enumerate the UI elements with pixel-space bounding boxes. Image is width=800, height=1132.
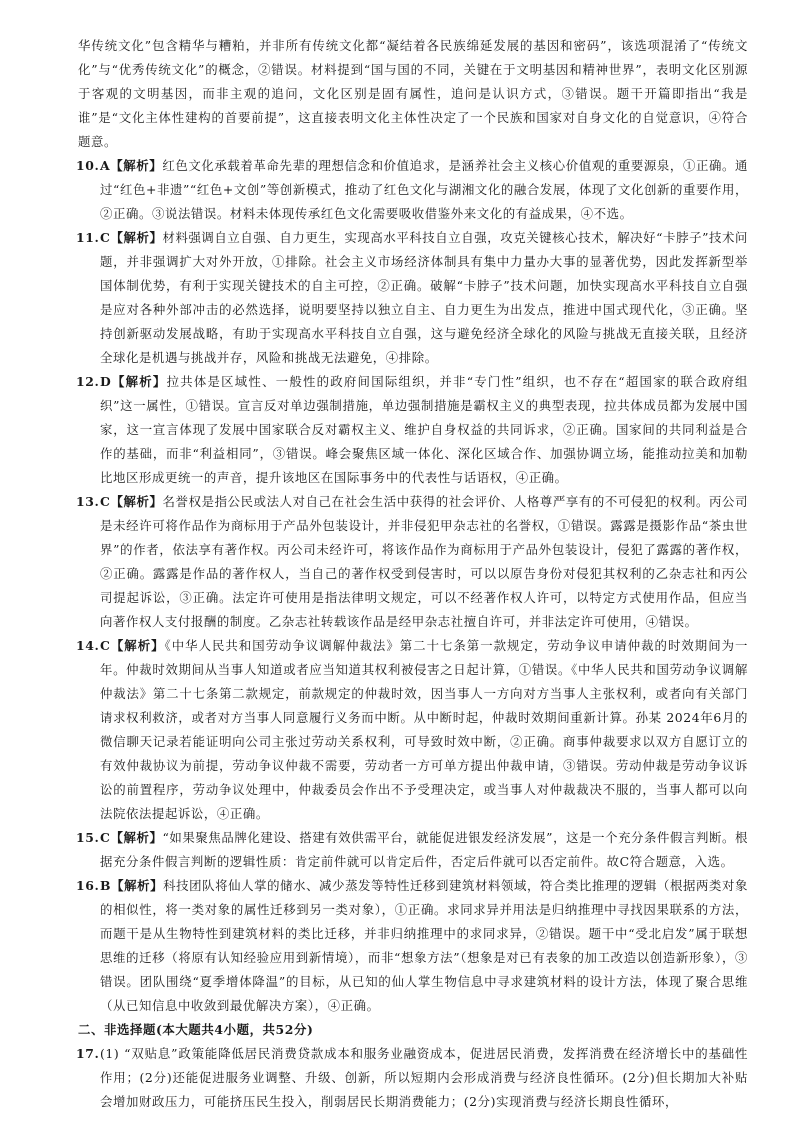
answer-item-10	[78, 154, 748, 226]
explanation-text	[100, 226, 748, 370]
explanation-text	[100, 634, 748, 826]
question-number: 12.	[76, 374, 100, 389]
analysis-body: 材料强调自立自强、自力更生，实现高水平科技自立自强，攻克关键核心技术，解决好“卡脖子”技术问题，并非强调扩大对外开放，①排除。社会主义市场经济体制具有集中力量办大事的显著优势，因此发挥新型举国体制优势，有利于实现关键技术的自主可控，②正确。破解“卡脖子”技术问题，加快实现高水平科技自立自强是应对各种外部冲击的必然选择，说明要坚持以独立自主、自力更生为出发点，推进中国式现代化，③正确。坚持创新驱动发展战略，有助于实现高水平科技自立自强，这与避免经济全球化的风险与挑战无直接关联，且经济全球化是机遇与挑战并存，风险和挑战无法避免，④排除。	[100, 230, 748, 365]
explanation-text	[100, 826, 748, 874]
question-number: 10.	[76, 158, 100, 173]
answer-letter: C	[100, 494, 111, 509]
answer-item-11	[78, 226, 748, 370]
answer-letter: C	[100, 638, 111, 653]
analysis-tag: 【解析】	[111, 878, 164, 893]
explanation-text	[100, 370, 748, 490]
explanation-text	[100, 490, 748, 634]
analysis-tag: 【解析】	[110, 158, 163, 173]
explanation-text	[100, 154, 748, 226]
analysis-body: “如果聚焦品牌化建设、搭建有效供需平台，就能促进银发经济发展”，这是一个充分条件假言判断。根据充分条件假言判断的逻辑性质：肯定前件就可以肯定后件，否定后件就可以否定前件。故C符合题意，入选。	[100, 830, 748, 869]
explanation-text	[100, 874, 748, 1018]
answer-item-16	[78, 874, 748, 1018]
question-number: 13.	[76, 494, 100, 509]
analysis-body: 科技团队将仙人掌的储水、减少蒸发等特性迁移到建筑材料领域，符合类比推理的逻辑（根据两类对象的相似性，将一类对象的属性迁移到另一类对象），①正确。求同求异并用法是归纳推理中寻找因果联系的方法，而题干是从生物特性到建筑材料的类比迁移，并非归纳推理中的求同求异，②错误。题干中“受北启发”属于联想思维的迁移（将原有认知经验应用到新情境），而非“想象方法”（想象是对已有表象的加工改造以创造新形象），③错误。团队围绕“夏季增体降温”的目标，从已知的仙人掌生物信息中寻求建筑材料的设计方法，体现了聚合思维（从已知信息中收敛到最优解决方案），④正确。	[100, 878, 749, 1013]
analysis-tag: 【解析】	[111, 374, 167, 389]
answer-item-14	[78, 634, 748, 826]
analysis-tag: 【解析】	[110, 638, 165, 653]
question-number: 11.	[76, 230, 100, 245]
answer-letter: A	[100, 158, 111, 173]
answer-text: (1) “双贴息”政策能降低居民消费贷款成本和服务业融资成本，促进居民消费，发挥消费在经济增长中的基础性作用；(2分)还能促进服务业调整、升级、创新，所以短期内会形成消费与经济良性循环。(2分)但长期加大补贴会增加财政压力，可能挤压民生投入，削弱居民长期消费能力；(2分)实现消费与经济长期良性循环，	[100, 1046, 748, 1109]
question-number: 16.	[76, 878, 100, 893]
analysis-tag: 【解析】	[110, 830, 163, 845]
analysis-body: 红色文化承载着革命先辈的理想信念和价值追求，是涵养社会主义核心价值观的重要源泉，①正确。通过“红色+非遗”“红色+文创”等创新模式，推动了红色文化与湖湘文化的融合发展，体现了文化创新的重要作用，②正确。③说法错误。材料未体现传承红色文化需要吸收借鉴外来文化的有益成果，④不选。	[100, 158, 748, 221]
analysis-body: 名誉权是指公民或法人对自己在社会生活中获得的社会评价、人格尊严享有的不可侵犯的权利。丙公司是未经许可将作品作为商标用于产品外包装设计，并非侵犯甲杂志社的名誉权，①错误。露露是摄影作品“茶虫世界”的作者，依法享有著作权。丙公司未经许可，将该作品作为商标用于产品外包装设计，侵犯了露露的著作权，②正确。露露是作品的著作权人，当自己的著作权受到侵害时，可以以原告身份对侵犯其权利的乙杂志社和丙公司提起诉讼，③正确。法定许可使用是指法律明文规定，可以不经著作权人许可，以特定方式使用作品，但应当向著作权人支付报酬的制度。乙杂志社转载该作品是经甲杂志社擅自许可，并非法定许可使用，④错误。	[100, 494, 749, 629]
answer-letter: C	[100, 830, 111, 845]
analysis-tag: 【解析】	[110, 230, 163, 245]
answer-letter: B	[100, 878, 112, 893]
section-heading: 二、非选择题(本大题共4小题，共52分)	[78, 1022, 314, 1037]
answer-item-17	[78, 1042, 748, 1114]
answer-item-13	[78, 490, 748, 634]
question-number: 15.	[76, 830, 100, 845]
answer-item-15	[78, 826, 748, 874]
analysis-tag: 【解析】	[110, 494, 163, 509]
analysis-body: 拉共体是区域性、一般性的政府间国际组织，并非“专门性”组织，也不存在“超国家的联合政府组织”这一属性，①错误。宣言反对单边强制措施，单边强制措施是霸权主义的典型表现，拉共体成员都为发展中国家，这一宣言体现了发展中国家联合反对霸权主义、维护自身权益的共同诉求，②正确。国家间的共同利益是合作的基础，而非“利益相同”，③错误。峰会聚焦区域一体化、深化区域合作、加强协调立场，能推动拉美和加勒比地区形成更统一的声音，提升该地区在国际事务中的代表性与话语权，④正确。	[100, 374, 748, 485]
answer-letter: C	[100, 230, 111, 245]
question-number: 17.	[76, 1046, 100, 1061]
question-number: 14.	[76, 638, 100, 653]
answer-item-12	[78, 370, 748, 490]
answer-letter: D	[100, 374, 112, 389]
intro-paragraph: 华传统文化”包含精华与糟粕，并非所有传统文化都“凝结着各民族绵延发展的基因和密码”，该选项混淆了“传统文化”与“优秀传统文化”的概念，②错误。材料提到“国与国的不同，关键在于文明基因和精神世界”，表明文化区别源于客观的文明基因，而非主观的追问，文化区别是固有属性，追问是认识方式，③错误。题干开篇即指出“我是谁”是“文化主体性建构的首要前提”，这直接表明文化主体性决定了一个民族和国家对自身文化的自觉意识，④符合题意。	[78, 38, 748, 149]
analysis-body: 《中华人民共和国劳动争议调解仲裁法》第二十七条第一款规定，劳动争议申请仲裁的时效期间为一年。仲裁时效期间从当事人知道或者应当知道其权利被侵害之日起计算，①错误。《中华人民共和国劳动争议调解仲裁法》第二十七条第二款规定，前款规定的仲裁时效，因当事人一方向对方当事人主张权利，或者向有关部门请求权利救济，或者对方当事人同意履行义务而中断。从中断时起，仲裁时效期间重新计算。孙某 2024年6月的微信聊天记录若能证明向公司主张过劳动关系权利，可导致时效中断，②正确。商事仲裁要求以双方自愿订立的有效仲裁协议为前提，劳动争议仲裁不需要，劳动者一方可单方提出仲裁申请，③错误。劳动仲裁是劳动争议诉讼的前置程序，劳动争议处理中，仲裁委员会作出不予受理决定，或当事人对仲裁裁决不服的，当事人都可以向法院依法提起诉讼，④正确。	[100, 638, 749, 821]
